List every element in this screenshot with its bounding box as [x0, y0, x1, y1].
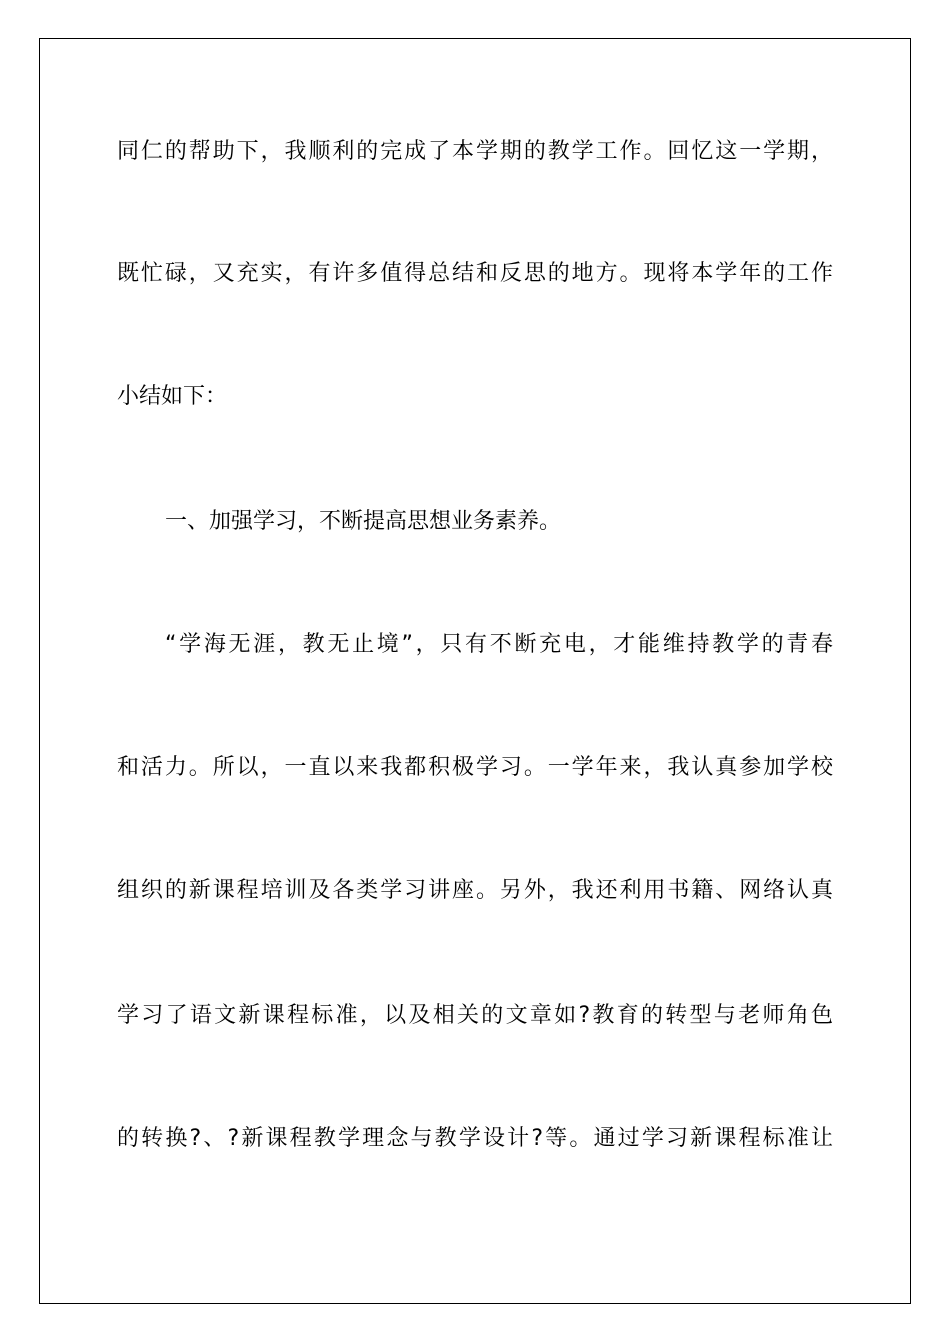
body-text-line-1: 同仁的帮助下，我顺利的完成了本学期的教学工作。回忆这一学期， [117, 139, 833, 164]
body-text-line-7: 组织的新课程培训及各类学习讲座。另外，我还利用书籍、网络认真 [117, 878, 833, 903]
body-text-line-5: “学海无涯，教无止境”，只有不断充电，才能维持教学的青春 [165, 632, 833, 657]
body-text-line-9: 的转换?、?新课程教学理念与教学设计?等。通过学习新课程标准让 [117, 1126, 833, 1151]
section-heading: 一、加强学习，不断提高思想业务素养。 [165, 509, 562, 534]
body-text-line-3: 小结如下： [117, 384, 228, 409]
body-text-line-8: 学习了语文新课程标准，以及相关的文章如?教育的转型与老师角色 [117, 1003, 833, 1028]
body-text-line-6: 和活力。所以，一直以来我都积极学习。一学年来，我认真参加学校 [117, 755, 833, 780]
body-text-line-2: 既忙碌，又充实，有许多值得总结和反思的地方。现将本学年的工作 [117, 261, 833, 286]
page-border [39, 38, 911, 1304]
